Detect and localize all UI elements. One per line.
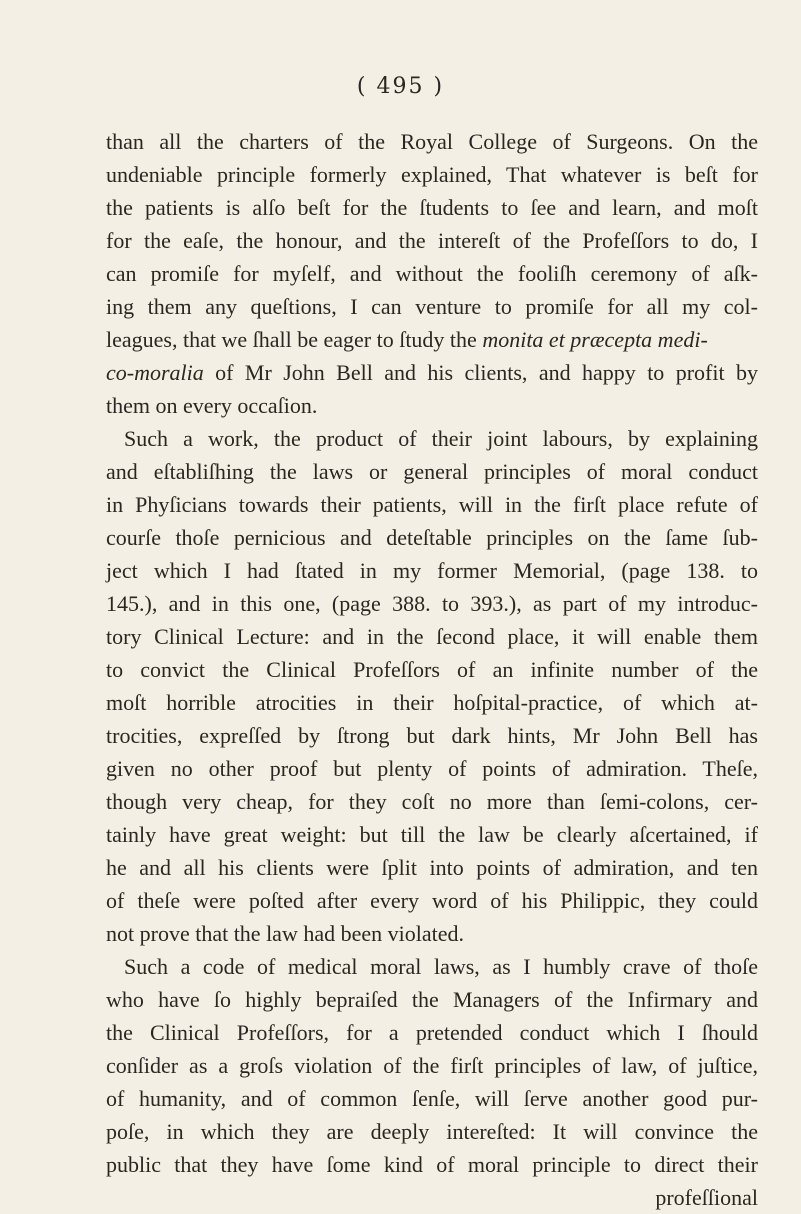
text-segment: of Mr John Bell and his clients, and happy to profit by [203,360,758,385]
catchword: profeſſional [655,1185,758,1210]
text-line: though very cheap, for they coſt no more than ſemi-colons, cer- [106,789,758,814]
text-line: tory Clinical Lecture: and in the ſecond place, it will enable them [106,624,758,649]
text-line: courſe thoſe pernicious and deteſtable principles on the ſame ſub- [106,525,758,550]
text-line: trocities, expreſſed by ſtrong but dark hints, Mr John Bell has [106,723,758,748]
text-line: than all the charters of the Royal College of Surgeons. On the [106,129,758,154]
text-line: of humanity, and of common ſenſe, will ſerve another good pur- [106,1086,758,1111]
text-line: can promiſe for myſelf, and without the fooliſh ceremony of aſk- [106,261,758,286]
text-line: them on every occaſion. [106,393,318,418]
text-line: of theſe were poſted after every word of his Philippic, they could [106,888,758,913]
text-line: and eſtabliſhing the laws or general principles of moral conduct [106,459,758,484]
text-line: moſt horrible atrocities in their hoſpital-practice, of which at- [106,690,758,715]
text-line: for the eaſe, the honour, and the intereſt of the Profeſſors to do, I [106,228,758,253]
text-line [106,324,758,356]
text-line: to convict the Clinical Profeſſors of an infinite number of the [106,657,758,682]
text-line: the patients is alſo beſt for the ſtudents to ſee and learn, and moſt [106,195,758,220]
text-line: Such a work, the product of their joint labours, by explaining [124,426,758,451]
text-line: in Phyſicians towards their patients, will in the firſt place refute of [106,492,758,517]
text-line [106,357,758,389]
text-line: Such a code of medical moral laws, as I humbly crave of thoſe [124,954,758,979]
text-line: undeniable principle formerly explained, That whatever is beſt for [106,162,758,187]
italic-phrase: monita et præcepta medi- [482,327,708,352]
text-line: 145.), and in this one, (page 388. to 393.), as part of my introduc- [106,591,758,616]
page-number: ( 495 ) [356,74,445,99]
text-segment: leagues, that we ſhall be eager to ſtudy the [106,327,483,352]
text-line: ing them any queſtions, I can venture to promiſe for all my col- [106,294,758,319]
text-line: given no other proof but plenty of points of admiration. Theſe, [106,756,758,781]
text-line: public that they have ſome kind of moral principle to direct their [106,1152,758,1177]
italic-phrase: co-moralia [106,360,204,385]
text-line: conſider as a groſs violation of the firſt principles of law, of juſtice, [106,1053,758,1078]
text-line: ject which I had ſtated in my former Memorial, (page 138. to [106,558,758,583]
text-line: he and all his clients were ſplit into points of admiration, and ten [106,855,758,880]
text-line: who have ſo highly bepraiſed the Managers of the Infirmary and [106,987,758,1012]
text-line: the Clinical Profeſſors, for a pretended conduct which I ſhould [106,1020,758,1045]
text-line: tainly have great weight: but till the law be clearly aſcertained, if [106,822,758,847]
text-line: not prove that the law had been violated. [106,921,464,946]
text-line: poſe, in which they are deeply intereſted: It will convince the [106,1119,758,1144]
